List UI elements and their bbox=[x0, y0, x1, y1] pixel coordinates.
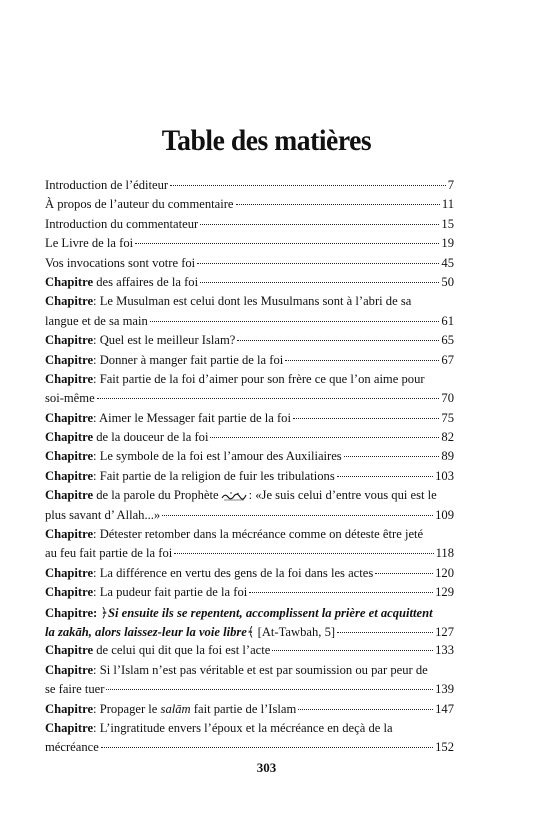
toc-page-number: 152 bbox=[435, 740, 454, 755]
chapter-label: Chapitre bbox=[45, 410, 94, 425]
toc-entry: Chapitre: Propager le salām fait partie de l’Islam 147 bbox=[45, 700, 454, 719]
dot-leader bbox=[272, 649, 433, 651]
toc-entry: À propos de l’auteur du commentaire 11 bbox=[45, 195, 454, 214]
dot-leader bbox=[298, 708, 433, 710]
toc-page-number: 75 bbox=[441, 410, 454, 425]
toc-entry: plus savant d’ Allah...» 109 bbox=[45, 506, 454, 525]
dot-leader bbox=[375, 572, 433, 574]
toc-entry: Chapitre des affaires de la foi 50 bbox=[45, 273, 454, 292]
dot-leader bbox=[337, 475, 433, 477]
dot-leader bbox=[197, 262, 439, 264]
chapter-label: Chapitre bbox=[45, 565, 94, 580]
chapter-label: Chapitre bbox=[45, 605, 94, 620]
toc-entry: Chapitre: La pudeur fait partie de la foi 129 bbox=[45, 583, 454, 602]
dot-leader bbox=[249, 591, 433, 593]
dot-leader bbox=[97, 397, 440, 399]
toc-page-number: 19 bbox=[441, 236, 454, 251]
dot-leader bbox=[106, 688, 433, 690]
toc-page-number: 147 bbox=[435, 701, 454, 716]
honorific-calligraphy-icon bbox=[221, 491, 247, 501]
toc-entry: Chapitre: Le symbole de la foi est l’amour des Auxiliaires 89 bbox=[45, 447, 454, 466]
toc-page-number: 103 bbox=[435, 468, 454, 483]
dot-leader bbox=[293, 417, 439, 419]
toc-entry: Chapitre: Quel est le meilleur Islam? 65 bbox=[45, 331, 454, 350]
toc-entry-line1: Chapitre: L’ingratitude envers l’époux et la mécréance en deçà de la bbox=[45, 720, 393, 735]
toc-page-number: 82 bbox=[441, 430, 454, 445]
chapter-label: Chapitre bbox=[45, 488, 94, 503]
chapter-label: Chapitre bbox=[45, 643, 94, 658]
toc-page-number: 50 bbox=[441, 274, 454, 289]
toc-entry-line1: Chapitre: Le Musulman est celui dont les Musulmans sont à l’abri de sa bbox=[45, 294, 412, 309]
chapter-label: Chapitre bbox=[45, 468, 94, 483]
chapter-label: Chapitre bbox=[45, 720, 94, 735]
dot-leader bbox=[237, 339, 439, 341]
toc-entry: la zakāh, alors laissez-leur la voie libre﴾ [At-Tawbah, 5] 127 bbox=[45, 622, 454, 641]
ornate-bracket-open: ﴿ bbox=[100, 604, 109, 620]
toc-entry: Chapitre: Fait partie de la religion de fuir les tribulations 103 bbox=[45, 467, 454, 486]
page-title: Table des matières bbox=[161, 124, 372, 157]
page-number: 303 bbox=[256, 760, 277, 775]
toc-page-number: 127 bbox=[435, 624, 454, 639]
chapter-label: Chapitre bbox=[45, 371, 94, 386]
dot-leader bbox=[101, 746, 433, 748]
chapter-label: Chapitre bbox=[45, 274, 94, 289]
toc-page-number: 129 bbox=[435, 585, 454, 600]
toc-entry-line1: Chapitre: ﴿Si ensuite ils se repentent, accomplissent la prière et acquittent bbox=[45, 604, 433, 620]
dot-leader bbox=[344, 455, 440, 457]
toc-entry: Chapitre de celui qui dit que la foi est l’acte 133 bbox=[45, 641, 454, 660]
dot-leader bbox=[285, 359, 439, 361]
chapter-label: Chapitre bbox=[45, 294, 94, 309]
dot-leader bbox=[210, 436, 439, 438]
toc-entry: Chapitre: La différence en vertu des gens de la foi dans les actes 120 bbox=[45, 564, 454, 583]
chapter-label: Chapitre bbox=[45, 333, 94, 348]
chapter-label: Chapitre bbox=[45, 662, 94, 677]
toc-page-number: 7 bbox=[447, 178, 454, 192]
dot-leader bbox=[162, 514, 433, 516]
toc-page-number: 45 bbox=[441, 255, 454, 270]
dot-leader bbox=[337, 631, 433, 633]
toc-entry-line1: Chapitre de la parole du Prophète : «Je suis celui d’entre vous qui est le bbox=[45, 488, 437, 503]
toc-page-number: 67 bbox=[441, 352, 454, 367]
toc-entry: Chapitre: Donner à manger fait partie de la foi 67 bbox=[45, 351, 454, 370]
toc-entry: Vos invocations sont votre foi 45 bbox=[45, 254, 454, 273]
dot-leader bbox=[200, 281, 439, 283]
toc-entry: soi-même 70 bbox=[45, 389, 454, 408]
toc-entry: Chapitre: Aimer le Messager fait partie de la foi 75 bbox=[45, 409, 454, 428]
ornate-bracket-close: ﴾ bbox=[246, 623, 255, 639]
toc-entry-line1: Chapitre: Si l’Islam n’est pas véritable et est par soumission ou par peur de bbox=[45, 662, 428, 677]
dot-leader bbox=[174, 552, 433, 554]
dot-leader bbox=[170, 184, 446, 186]
dot-leader bbox=[150, 320, 440, 322]
chapter-label: Chapitre bbox=[45, 585, 94, 600]
toc-entry: au feu fait partie de la foi 118 bbox=[45, 544, 454, 563]
chapter-label: Chapitre bbox=[45, 430, 94, 445]
toc-entry-line1: Chapitre: Fait partie de la foi d’aimer pour son frère ce que l’on aime pour bbox=[45, 371, 425, 386]
toc-entry: se faire tuer 139 bbox=[45, 680, 454, 699]
toc-page-number: 61 bbox=[441, 313, 454, 328]
dot-leader bbox=[200, 223, 439, 225]
toc-entry: Introduction du commentateur 15 bbox=[45, 215, 454, 234]
toc-page-number: 89 bbox=[441, 449, 454, 464]
dot-leader bbox=[135, 242, 439, 244]
chapter-label: Chapitre bbox=[45, 701, 94, 716]
toc-page-number: 65 bbox=[441, 333, 454, 348]
toc-page-number: 133 bbox=[435, 643, 454, 658]
toc-page-number: 11 bbox=[441, 197, 454, 212]
toc-entry: mécréance 152 bbox=[45, 738, 454, 757]
toc-page-number: 109 bbox=[435, 507, 454, 522]
toc-page-number: 120 bbox=[435, 565, 454, 580]
chapter-label: Chapitre bbox=[45, 352, 94, 367]
chapter-label: Chapitre bbox=[45, 527, 94, 542]
toc-page-number: 118 bbox=[435, 546, 454, 561]
dot-leader bbox=[236, 203, 440, 205]
toc-entry-line1: Chapitre: Détester retomber dans la mécréance comme on déteste être jeté bbox=[45, 527, 424, 542]
chapter-label: Chapitre bbox=[45, 449, 94, 464]
table-of-contents bbox=[45, 176, 454, 758]
toc-page-number: 70 bbox=[441, 391, 454, 406]
toc-entry: Introduction de l’éditeur 7 bbox=[45, 176, 454, 195]
toc-entry: langue et de sa main 61 bbox=[45, 312, 454, 331]
toc-page-number: 139 bbox=[435, 682, 454, 697]
toc-page-number: 15 bbox=[441, 216, 454, 231]
toc-entry: Le Livre de la foi 19 bbox=[45, 234, 454, 253]
toc-entry: Chapitre de la douceur de la foi 82 bbox=[45, 428, 454, 447]
